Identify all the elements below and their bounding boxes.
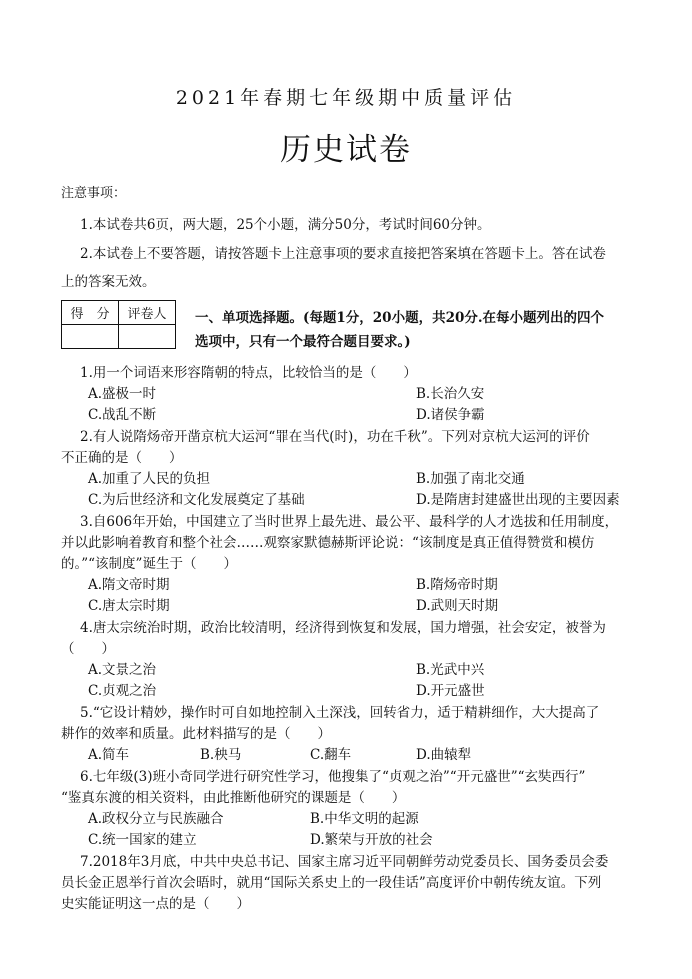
question-2-option-c: C.为后世经济和文化发展奠定了基础 (88, 492, 305, 508)
question-1-option-b: B.长治久安 (416, 386, 485, 402)
notice-item-1: 1.本试卷共6页，两大题，25个小题，满分50分，考试时间60分钟。 (80, 217, 491, 233)
grader-label: 评卷人 (119, 301, 176, 325)
question-6-option-d: D.繁荣与开放的社会 (310, 832, 433, 848)
question-3-option-b: B.隋炀帝时期 (416, 577, 498, 593)
question-3-stem-line-1: 3.自606年开始，中国建立了当时世界上最先进、最公平、最科学的人才选拔和任用制度， (80, 514, 619, 530)
notice-heading: 注意事项： (61, 186, 127, 201)
question-7-stem-line-3: 史实能证明这一点的是（ ） (61, 896, 250, 912)
question-3-stem-line-2: 并以此影响着教育和整个社会……观察家默德赫斯评论说：“该制度是真正值得赞赏和模仿 (61, 535, 595, 551)
question-2-option-b: B.加强了南北交通 (416, 471, 525, 487)
question-6-stem-line-2: “鉴真东渡的相关资料，由此推断他研究的课题是（ ） (61, 790, 406, 806)
question-5-option-b: B.秧马 (200, 747, 242, 763)
question-4-option-b: B.光武中兴 (416, 662, 485, 678)
score-cell[interactable] (62, 325, 119, 349)
question-2-stem-line-2: 不正确的是（ ） (61, 450, 183, 466)
question-5-option-c: C.翻车 (310, 747, 352, 763)
question-5-stem-line-2: 耕作的效率和质量。此材料描写的是（ ） (61, 726, 331, 742)
question-4-option-d: D.开元盛世 (416, 683, 485, 699)
exam-subtitle: 2021年春期七年级期中质量评估 (175, 87, 517, 109)
question-5-option-a: A.简车 (88, 747, 130, 763)
section1-title-line-2: 选项中，只有一个最符合题目要求。) (195, 334, 411, 350)
section1-title-line-1: 一、单项选择题。(每题1分，20小题，共20分.在每小题列出的四个 (195, 310, 605, 326)
question-2-option-d: D.是隋唐封建盛世出现的主要因素 (416, 492, 620, 508)
question-6-option-b: B.中华文明的起源 (310, 811, 419, 827)
question-7-stem-line-1: 7.2018年3月底，中共中央总书记、国家主席习近平同朝鲜劳动党委员长、国务委员会委 (80, 854, 609, 870)
question-4-stem-line-1: 4.唐太宗统治时期，政治比较清明，经济得到恢复和发展，国力增强，社会安定，被誉为 (80, 620, 606, 636)
question-4-stem-line-2: （ ） (61, 641, 115, 657)
question-4-option-c: C.贞观之治 (88, 683, 157, 699)
question-4-option-a: A.文景之治 (88, 662, 157, 678)
question-1-option-c: C.战乱不断 (88, 407, 157, 423)
question-6-option-c: C.统一国家的建立 (88, 832, 197, 848)
question-5-stem-line-1: 5.“它设计精妙，操作时可自如地控制入土深浅，回转省力，适于精耕细作，大大提高了 (80, 705, 600, 721)
question-1-stem: 1.用一个词语来形容隋朝的特点，比较恰当的是（ ） (80, 365, 417, 381)
question-2-option-a: A.加重了人民的负担 (88, 471, 211, 487)
exam-title: 历史试卷 (280, 132, 412, 168)
question-7-stem-line-2: 员长金正恩举行首次会晤时，就用“国际关系史上的一段佳话”高度评价中朝传统友谊。下列 (61, 875, 602, 891)
score-label: 得 分 (62, 301, 119, 325)
question-3-option-a: A.隋文帝时期 (88, 577, 170, 593)
question-3-option-d: D.武则天时期 (416, 598, 499, 614)
question-2-stem-line-1: 2.有人说隋炀帝开凿京杭大运河“罪在当代(时)，功在千秋”。下列对京杭大运河的评价 (80, 429, 590, 445)
notice-item-2-line-1: 2.本试卷上不要答题，请按答题卡上注意事项的要求直接把答案填在答题卡上。答在试卷 (80, 246, 606, 262)
question-5-option-d: D.曲辕犁 (416, 747, 472, 763)
question-6-stem-line-1: 6.七年级(3)班小奇同学进行研究性学习，他搜集了“贞观之治”“开元盛世”“玄奘西行” (80, 769, 586, 785)
question-1-option-a: A.盛极一时 (88, 386, 157, 402)
question-1-option-d: D.诸侯争霸 (416, 407, 485, 423)
notice-item-2-line-2: 上的答案无效。 (61, 274, 156, 290)
question-6-option-a: A.政权分立与民族融合 (88, 811, 224, 827)
grader-cell[interactable] (119, 325, 176, 349)
question-3-option-c: C.唐太宗时期 (88, 598, 170, 614)
score-table (61, 300, 176, 349)
question-3-stem-line-3: 的。”“该制度”诞生于（ ） (61, 556, 237, 572)
